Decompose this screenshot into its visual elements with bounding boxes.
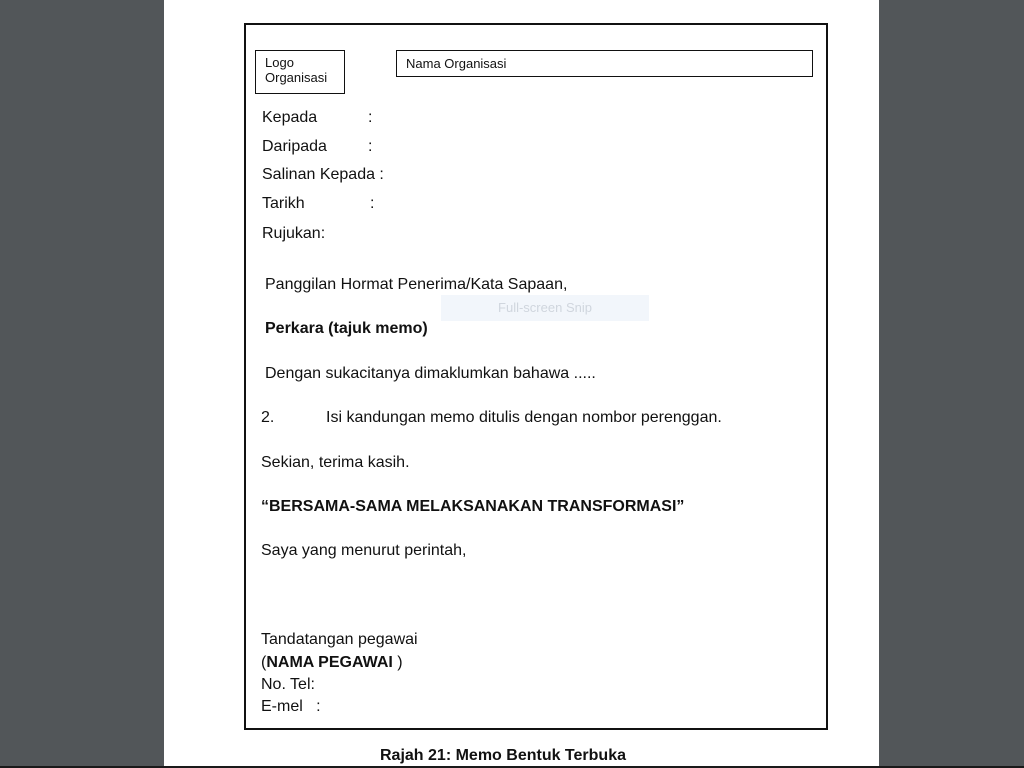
officer-name-close-paren: ) <box>392 654 403 671</box>
field-kepada <box>262 109 373 127</box>
paragraph-2-text: Isi kandungan memo ditulis dengan nombor perenggan. <box>326 409 722 426</box>
logo-label-line1: Logo <box>265 55 294 70</box>
memo-frame <box>244 23 828 730</box>
email-line: E-mel : <box>261 698 321 715</box>
officer-name <box>261 654 403 672</box>
full-screen-snip-label: Full-screen Snip <box>441 295 649 321</box>
document-page <box>164 0 879 768</box>
signature-line: Tandatangan pegawai <box>261 631 418 648</box>
logo-placeholder-box <box>255 50 345 94</box>
field-daripada <box>262 138 373 156</box>
field-daripada-colon: : <box>368 138 373 155</box>
organisation-name-box: Nama Organisasi <box>396 50 813 77</box>
field-rujukan: Rujukan: <box>262 225 326 242</box>
paragraph-2-number: 2. <box>261 409 275 426</box>
sign-off: Saya yang menurut perintah, <box>261 542 467 559</box>
field-salinan-kepada: Salinan Kepada : <box>262 166 384 183</box>
figure-caption: Rajah 21: Memo Bentuk Terbuka <box>380 747 626 764</box>
field-tarikh <box>262 195 375 213</box>
tel-line: No. Tel: <box>261 676 315 693</box>
memo-subject: Perkara (tajuk memo) <box>265 320 428 337</box>
salutation: Panggilan Hormat Penerima/Kata Sapaan, <box>265 276 568 293</box>
field-tarikh-colon: : <box>370 195 375 212</box>
opening-paragraph: Dengan sukacitanya dimaklumkan bahawa ..... <box>265 365 596 382</box>
field-tarikh-label: Tarikh <box>262 195 305 212</box>
field-kepada-label: Kepada <box>262 109 318 126</box>
closing-line: Sekian, terima kasih. <box>261 454 410 471</box>
field-kepada-colon: : <box>368 109 373 126</box>
slogan: “BERSAMA-SAMA MELAKSANAKAN TRANSFORMASI” <box>261 498 685 515</box>
logo-label-line2: Organisasi <box>265 70 328 85</box>
officer-name-text: NAMA PEGAWAI <box>266 654 393 671</box>
field-daripada-label: Daripada <box>262 138 327 155</box>
officer-name-open-paren: ( <box>261 654 267 671</box>
